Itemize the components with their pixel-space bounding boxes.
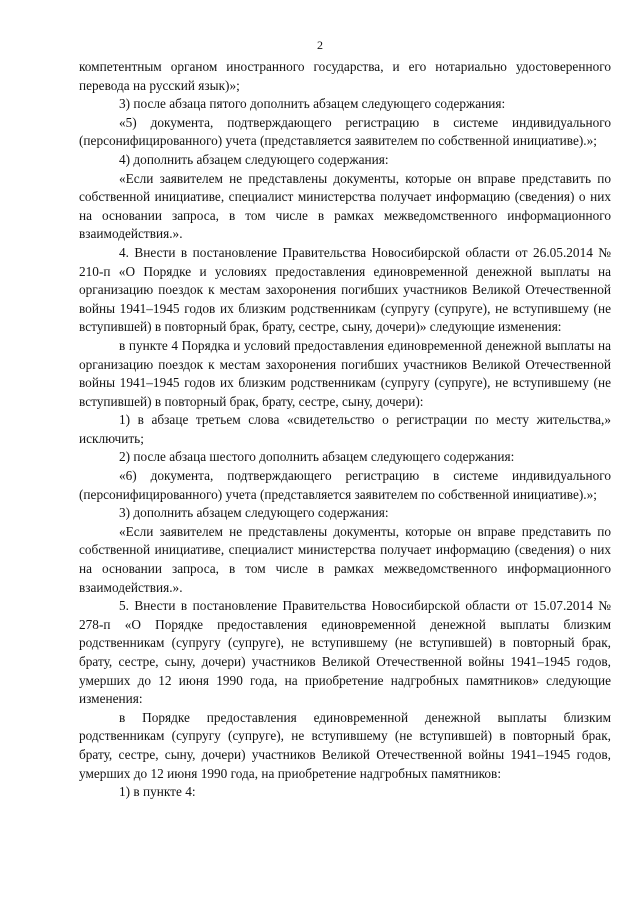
paragraph-quote-request: «Если заявителем не представлены документы, которые он вправе представить по собственной инициативе, специалист министерства получает информацию (сведения) о них на основании запроса, в том числе в рамках межведомственного информационного взаимодействия.». bbox=[79, 170, 611, 242]
paragraph-quote-5: «5) документа, подтверждающего регистрацию в системе индивидуального (персонифицированного) учета (представляется заявителем по собственной инициативе).»; bbox=[79, 114, 611, 149]
document-body bbox=[79, 58, 611, 802]
paragraph-item-3: 3) после абзаца пятого дополнить абзацем следующего содержания: bbox=[119, 96, 506, 112]
paragraph-section-5-intro: в Порядке предоставления единовременной денежной выплаты близким родственникам (супругу (супруге), не вступившему (не вступившей) в повторный брак, брату, сестре, сыну, дочери) участников Великой Отечественной войны 1941–1945 годов, умерших до 12 июня 1990 года, на приобретение надгробных памятников: bbox=[79, 709, 611, 781]
paragraph-section-4-intro: в пункте 4 Порядка и условий предоставления единовременной денежной выплаты на организацию поездок к местам захоронения погибших участников Великой Отечественной войны 1941–1945 годов их близким родственникам (супругу (супруге), не вступившему (не вступившей) в повторный брак, брату, сестре, сыну, дочери): bbox=[79, 337, 611, 409]
paragraph-section-4: 4. Внести в постановление Правительства Новосибирской области от 26.05.2014 № 210-п «О Порядке и условиях предоставления единовременной денежной выплаты на организацию поездок к местам захоронения погибших участников Великой Отечественной войны 1941–1945 годов их близким родственникам (супругу (супруге), не вступившему (не вступившей) в повторный брак, брату, сестре, сыну, дочери)» следующие изменения: bbox=[79, 244, 611, 335]
paragraph-section-4-quote-6: «6) документа, подтверждающего регистрацию в системе индивидуального (персонифицированного) учета (представляется заявителем по собственной инициативе).»; bbox=[79, 468, 611, 502]
paragraph-section-4-item-2: 2) после абзаца шестого дополнить абзацем следующего содержания: bbox=[119, 449, 515, 465]
paragraph-section-4-quote-request: «Если заявителем не представлены документы, которые он вправе представить по собственной инициативе, специалист министерства получает информацию (сведения) о них на основании запроса, в том числе в рамках межведомственного информационного взаимодействия.». bbox=[79, 523, 611, 595]
page-number: 2 bbox=[317, 38, 323, 52]
paragraph-section-5: 5. Внести в постановление Правительства Новосибирской области от 15.07.2014 № 278-п «О Порядке предоставления единовременной денежной выплаты близким родственникам (супругу (супруге), не вступившему (не вступившей) в повторный брак, брату, сестре, сыну, дочери) участников Великой Отечественной войны 1941–1945 годов, умерших до 12 июня 1990 года, на приобретение надгробных памятников» следующие изменения: bbox=[79, 598, 611, 707]
paragraph-section-4-item-1: 1) в абзаце третьем слова «свидетельство о регистрации по месту жительства,» исключить; bbox=[79, 412, 611, 446]
paragraph-section-5-item-1: 1) в пункте 4: bbox=[119, 784, 196, 800]
paragraph-item-4: 4) дополнить абзацем следующего содержания: bbox=[119, 151, 389, 167]
paragraph-section-4-item-3: 3) дополнить абзацем следующего содержания: bbox=[119, 505, 389, 521]
paragraph-continuation: компетентным органом иностранного государства, и его нотариально удостоверенного перевода на русский язык)»; bbox=[79, 59, 611, 93]
